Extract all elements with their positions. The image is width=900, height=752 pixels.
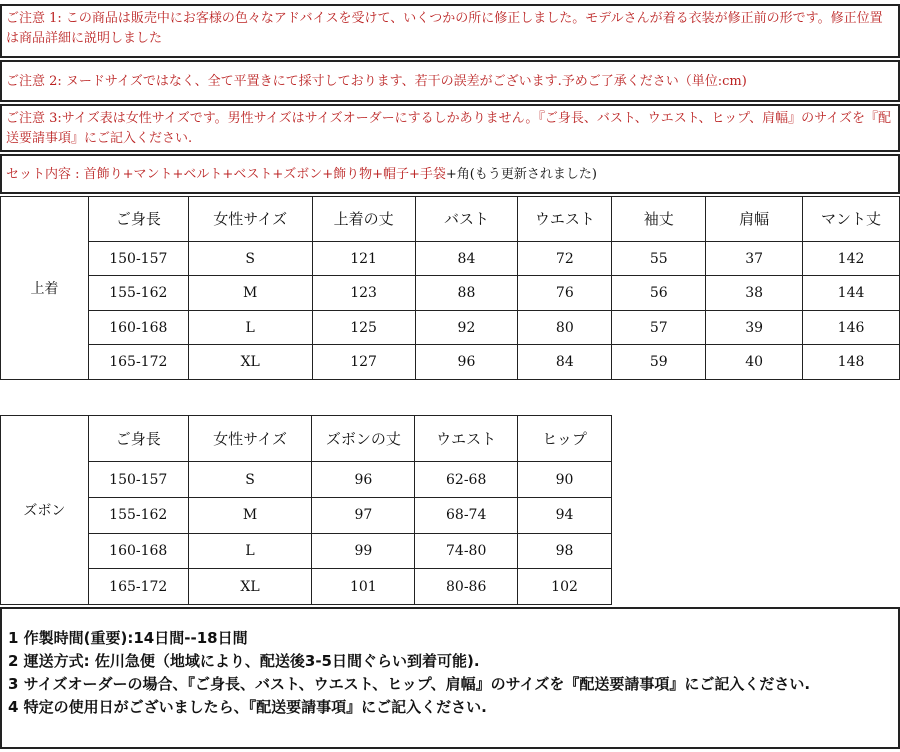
table-cell: 90 [518,462,612,498]
column-header: 肩幅 [706,197,803,242]
table-cell: S [188,241,312,276]
table-cell: 155-162 [88,276,188,311]
header-row [1,197,900,242]
table-cell: 125 [312,310,415,345]
footer-notes [0,607,900,749]
footer-line: 2 運送方式: 佐川急便（地域により、配送後3-5日間ぐらい到着可能). [8,652,480,670]
table-cell: 98 [518,533,612,569]
table-row [1,241,900,276]
table-cell: 144 [803,276,900,311]
table-cell: 160-168 [88,310,188,345]
table-row [1,569,612,605]
column-header: ヒップ [518,416,612,462]
table-cell: M [188,276,312,311]
column-header: ウエスト [518,197,612,242]
table-cell: 37 [706,241,803,276]
table-cell: 96 [415,345,518,380]
table-cell: 88 [415,276,518,311]
set-contents-label: セット内容 : 首飾り+マント+ベルト+ベスト+ズボン+飾り物+帽子+手袋 [6,167,446,182]
table-cell: 160-168 [88,533,188,569]
table-cell: 148 [803,345,900,380]
table-cell: 142 [803,241,900,276]
set-contents-extra: +角(もう更新されました) [445,167,597,182]
section-label: ズボン [1,416,89,605]
table-row [1,462,612,498]
column-header: 袖丈 [612,197,706,242]
table-cell: 102 [518,569,612,605]
note-2: ご注意 2: ヌードサイズではなく、全て平置きにて採寸しております、若干の誤差がございます.予めご了承ください（単位:cm) [0,60,900,102]
table-cell: 121 [312,241,415,276]
column-header: ズボンの丈 [312,416,415,462]
column-header: ウエスト [415,416,518,462]
table-cell: 84 [415,241,518,276]
column-header: ご身長 [88,416,188,462]
table-cell: 84 [518,345,612,380]
table-cell: 96 [312,462,415,498]
table-cell: 94 [518,497,612,533]
table-cell: L [188,533,312,569]
table-cell: 146 [803,310,900,345]
table-cell: 38 [706,276,803,311]
table-row [1,345,900,380]
table-cell: 72 [518,241,612,276]
table-cell: 68-74 [415,497,518,533]
table-cell: 55 [612,241,706,276]
table-cell: M [188,497,312,533]
table-cell: 56 [612,276,706,311]
column-header: 上着の丈 [312,197,415,242]
table-cell: 39 [706,310,803,345]
column-header: 女性サイズ [188,416,312,462]
table-cell: 92 [415,310,518,345]
table-cell: 40 [706,345,803,380]
header-row [1,416,612,462]
footer-line: 1 作製時間(重要):14日間--18日間 [8,629,248,647]
column-header: ご身長 [88,197,188,242]
note-1: ご注意 1: この商品は販売中にお客様の色々なアドバイスを受けて、いくつかの所に修正しました。モデルさんが着る衣装が修正前の形です。修正位置は商品詳細に説明しました [0,4,900,58]
column-header: バスト [415,197,518,242]
table-cell: XL [188,569,312,605]
table-cell: 127 [312,345,415,380]
column-header: 女性サイズ [188,197,312,242]
section-label: 上着 [1,197,89,380]
table-row [1,533,612,569]
table-cell: 150-157 [88,462,188,498]
table-cell: 59 [612,345,706,380]
table-cell: S [188,462,312,498]
table-cell: 123 [312,276,415,311]
table-cell: 62-68 [415,462,518,498]
table-cell: 80 [518,310,612,345]
table-cell: XL [188,345,312,380]
footer-line: 3 サイズオーダーの場合、『ご身長、バスト、ウエスト、ヒップ、肩幅』のサイズを『配送要請事項』にご記入ください. [8,675,811,693]
column-header: マント丈 [803,197,900,242]
table-row [1,497,612,533]
table-cell: 57 [612,310,706,345]
table-cell: 150-157 [88,241,188,276]
note-3: ご注意 3:サイズ表は女性サイズです。男性サイズはサイズオーダーにするしかありません。『ご身長、バスト、ウエスト、ヒップ、肩幅』のサイズを『配送要請事項』にご記入ください. [0,104,900,152]
table-row [1,310,900,345]
set-contents [0,154,900,194]
pants-size-table [0,415,612,605]
table-row [1,276,900,311]
table-cell: L [188,310,312,345]
table-cell: 165-172 [88,345,188,380]
table-cell: 99 [312,533,415,569]
top-size-table [0,196,900,380]
footer-line: 4 特定の使用日がございましたら、『配送要請事項』にご記入ください. [8,698,487,716]
table-cell: 80-86 [415,569,518,605]
table-cell: 97 [312,497,415,533]
table-cell: 101 [312,569,415,605]
table-cell: 155-162 [88,497,188,533]
table-cell: 76 [518,276,612,311]
table-cell: 74-80 [415,533,518,569]
table-cell: 165-172 [88,569,188,605]
